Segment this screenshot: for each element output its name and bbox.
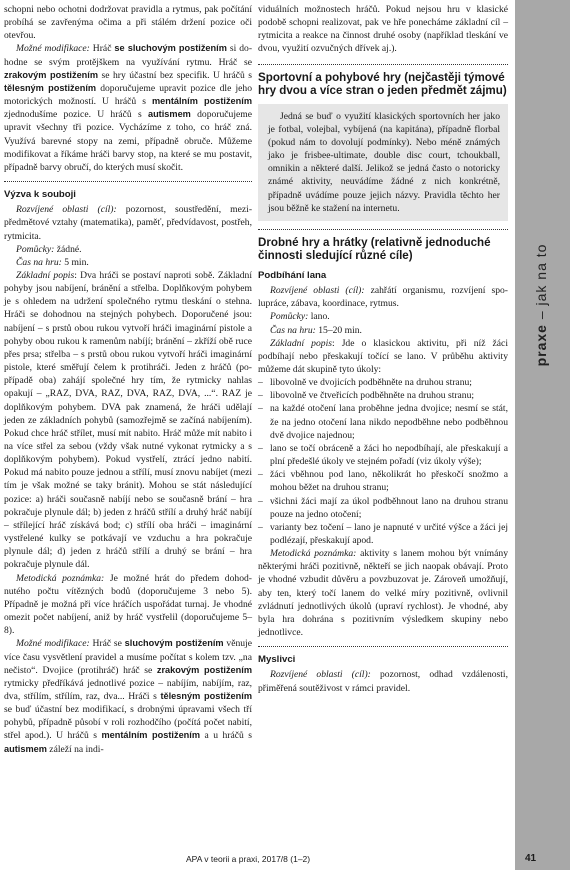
side-tab-label: praxe – jak na to	[533, 243, 549, 367]
side-tab	[515, 0, 570, 870]
right-column	[258, 3, 508, 695]
list-item: – varianty bez točení – lano je napnuté v určité výšce a žáci jej podlézají, přeskakují apod.	[258, 521, 508, 547]
description-paragraph: Základní popis: Dva hráči se postaví naproti sobě. Základní pohyby jsou nabíjení, bránění a střelba. Doplňkovým pohybem je s ohledem na udržení společného rytmu tleskání o stehna. Hráči se dohodnou na stejných pohybech. Doporučené jsou: nabíjení – s prstů obou rukou vytvoří hráči imaginární pistole a pohyby obou rukou k ramenům nabíjí; bránění – zkříží obě ruce přes prsa; střelba – s prstů obou rukou vytvoří hráči imaginární pistole, které směřují čelem k protihráči. Jeden z hráčů (popřípadě oba) zahájí společné hry tím, že rytmicky nahlas opakují – „RAZ, DVA, RAZ, DVA, RAZ, DVA, ...“. RAZ je doplňkovým pohybem. DVA pak znamená, že hráči udělají jeden ze základních pohybů (samozřejmě se začíná nabíjením). Pokud chce hráč střílet, musí mít nabito. Hráč může mít nabito i na více střel za sebou (vždy však nutné vykonat rytmicky a s doplňkovým pohybem). Pokud vystřelí, ztrácí jedno nabití. Pokud má nabito pouze jednou a střílí, musí znovu nabíjet (mezi tím je však možné se taky bránit). Mohou se stát následující pozice: a) hráči současně nabíjí nebo se současně brání – hra pokračuje plynule dál; b) jeden z hráčů střílí a druhý hráč nabíjí – střílející hráč získává bod; c) střílí oba hráči – imaginární vystřelené kulky se potkávají ve vzduchu a hra pokračuje plynule dál; d) jeden z hráčů střílí a druhý se brání – hra pokračuje plynule dál.	[4, 269, 252, 571]
list-item: – libovolně ve čtveřicích podběhněte na druhou stranu;	[258, 389, 508, 402]
list-item: – lano se točí obráceně a žáci ho nepodbíhají, ale přeskakují a plní předešlé úkoly ve stejném pořadí (viz úkoly výše);	[258, 442, 508, 468]
section-heading-sport: Sportovní a pohybové hry (nejčastěji týmové hry dvou a více stran o jeden předmět zájmu)	[258, 70, 507, 98]
modifications-paragraph: Možné modifikace: Hráč se sluchovým postižením si dohodne se svým protějškem na využívání rytmu. Hráč se zrakovým postižením se hry účastní bez specifik. U hráčů s tělesným postižením doporučujeme upravit pozice dle jeho motorických možností. U hráčů s mentálním postižením zjednodušíme pozice. U hráčů s autismem doporučujeme upravit všechny tři pozice. Vycházíme z toho, co hráč zná. Využívá barevné stopy na zemi, případně obruče. Můžeme modifikovat a říkáme hráči barvy stop, na které se mu postavit, případně barvy obručí, do kterých musí skočit.	[4, 43, 253, 173]
list-item: – všichni žáci mají za úkol podběhnout lano na druhou stranu pouze na jedno otočení;	[258, 495, 508, 521]
goals-paragraph: Rozvíjené oblasti (cíl): pozornost, soustředění, mezipředmětové vztahy (matematika), paměť, předvídavost, postřeh, rytmicita.	[4, 204, 253, 242]
time-paragraph: Čas na hru: 5 min.	[16, 256, 89, 268]
game-heading-lano: Podbíhání lana	[258, 269, 327, 281]
task-list	[258, 376, 508, 547]
section-heading-drobne: Drobné hry a hrátky (relativně jednoduché činnosti sledující různé cíle)	[258, 235, 491, 263]
info-box	[258, 104, 508, 221]
tools-paragraph: Pomůcky: lano.	[270, 311, 330, 323]
section-heading-vyzva: Výzva k souboji	[4, 189, 76, 201]
methodical-note-paragraph: Metodická poznámka: Je možné hrát do předem dohodnutého počtu vítězných bodů (doporučujeme 3 nebo 5). Případně je možná při více hráčích uspořádat turnaj. Je vhodné omezit počet nabíjení, aniž by hráč vystřelil (doporučujeme 5–8).	[4, 572, 252, 637]
description-paragraph: Základní popis: Jde o klasickou aktivitu, při níž žáci podbíhají nebo přeskakují točící se lano. V průběhu aktivity můžeme dát skupině tyto úkoly:	[258, 337, 508, 375]
dotted-divider	[258, 229, 508, 230]
list-item: – na každé otočení lana proběhne jedna dvojice; nesmí se stát, že na jedno otočení lana nikdo nepodběhne nebo podběhnou dvě dvojice najednou;	[258, 402, 508, 441]
left-column	[0, 3, 252, 756]
journal-citation: APA v teorii a praxi, 2017/8 (1–2)	[186, 854, 311, 864]
page-number: 41	[525, 853, 537, 864]
list-item: – žáci vběhnou pod lano, několikrát ho přeskočí snožmo a mohou běžet na druhou stranu;	[258, 468, 508, 494]
list-item: – libovolně ve dvojicích podběhněte na druhou stranu;	[258, 376, 508, 389]
modifications-paragraph: Možné modifikace: Hráč se sluchovým postižením věnuje více času vysvětlení pravidel a musíme počítat s kolem tzv. „na nečisto“. Dvojice (protihráč) hráč se zrakovým postižením rytmicky předříkává jednotlivé pozice – nabíjím, nabíjím, raz, dva, střílím, střílím, raz, dva... Hráči s tělesným postižením se buď účastní bez modifikací, s drobnými úpravami všech tří pohybů, případně působí v roli rozhodčího (počítá počet nabití, střel apod.). U hráčů s mentálním postižením a u hráčů s autismem záleží na indi-	[4, 638, 252, 755]
paragraph: viduálních možnostech hráčů. Pokud nejsou hru v klasické podobě schopni realizovat, pak ve hře ponecháme základní cíl – rytmicita a reakce na činnost druhé osoby (například tleskání ve dvou, využití ozvučných dřívek aj.).	[258, 4, 508, 55]
methodical-note-paragraph: Metodická poznámka: aktivity s lanem mohou být vnímány některými hráči pozitivně, někteří se jich naopak obávají. Proto je vhodné vzbudit důvěru a povzbuzovat je. Zároveň umožňují, aby ten, který točí lanem do velké míry pozitivně, ovlivnil zvládnutí jednotlivých úkolů (upraví rychlost). Je vhodné, aby byla hra dohrána s pozitivním výsledkem skupiny nebo jednotlivce.	[258, 548, 508, 639]
dotted-divider	[258, 64, 508, 65]
goals-paragraph: Rozvíjené oblasti (cíl): zahřátí organismu, rozvíjení spolupráce, zábava, koordinace, rytmus.	[258, 285, 508, 310]
goals-paragraph: Rozvíjené oblasti (cíl): pozornost, odhad vzdálenosti, přiměřená soutěživost v rámci pravidel.	[258, 669, 508, 694]
time-paragraph: Čas na hru: 15–20 min.	[270, 324, 362, 336]
dotted-divider	[4, 181, 252, 182]
tools-paragraph: Pomůcky: žádné.	[16, 243, 82, 255]
paragraph: schopni nebo ochotni dodržovat pravidla a rytmus, pak počítání probíhá se zavřenýma očima a při stálém držení pozice oči otevřou.	[4, 4, 252, 42]
game-heading-myslivci: Myslivci	[258, 654, 296, 666]
info-box-text: Jedná se buď o využití klasických sportovních her jako je fotbal, volejbal, vybíjená (na kapitána), případně florbal (pokud nám to dovolují podmínky). Nebo méně známých jako je frisbee-ultimate, double disc court, tchoukball, omnikin a některé další. Jelikož se jedná často o notoricky známé aktivity, neuvádíme žádné z nich konkrétně, případně uvádíme pouze jejich názvy. Pravidla těchto her jsou běžně ke stažení na internetu.	[268, 110, 500, 214]
dotted-divider	[258, 646, 508, 647]
